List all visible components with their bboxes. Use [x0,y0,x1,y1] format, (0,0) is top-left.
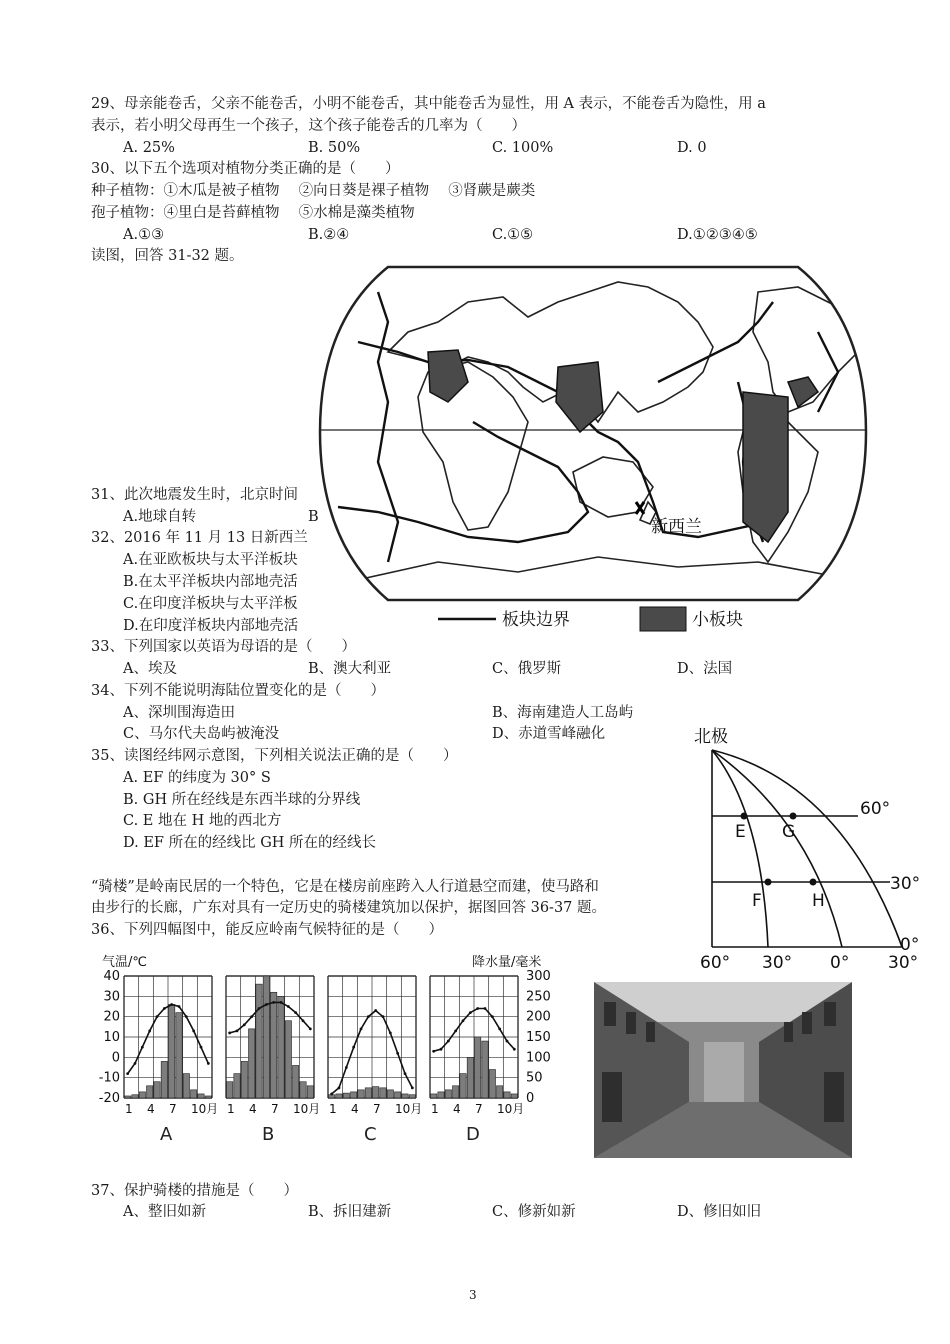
q35-stem: 35、读图经纬网示意图，下列相关说法正确的是（ ） [91,748,458,764]
panel-letter: B [262,1124,275,1145]
panel-letter: D [466,1124,480,1145]
temperature-point [374,1009,377,1012]
precip-bar [234,1074,240,1098]
precip-bar [467,1057,473,1098]
q37-option-b: B、拆旧建新 [308,1204,392,1220]
new-zealand-label: 新西兰 [651,517,702,537]
right-tick-label: 200 [526,1009,551,1025]
q32-option-c: C.在印度洋板块与太平洋板 [123,596,298,612]
q37-option-a: A、整旧如新 [123,1204,206,1220]
temperature-point [265,1003,268,1006]
precip-bar [395,1092,401,1098]
temperature-point [506,1040,509,1043]
legend-small-plate-swatch [640,607,686,631]
x-tick-label: 1 [431,1102,439,1116]
temperature-point [134,1062,137,1065]
right-tick-label: 250 [526,989,551,1005]
x-tick-label: 4 [249,1102,257,1116]
temperature-point [178,1005,181,1008]
q30-seed-plants: 种子植物：①木瓜是被子植物 ②向日葵是裸子植物 ③肾蕨是蕨类 [91,183,536,199]
left-tick-label: 10 [103,1030,120,1045]
temperature-point [272,1001,275,1004]
precip-bar [176,1013,182,1098]
precip-bar [475,1037,481,1098]
page-number: 3 [469,1288,477,1302]
lat-60-label: 60° [860,799,891,819]
q32-option-a: A.在亚欧板块与太平洋板块 [123,552,298,568]
temperature-point [352,1046,355,1049]
q34-option-c: C、马尔代夫岛屿被淹没 [123,726,280,742]
panel-letter: A [160,1124,173,1145]
temperature-point [207,1062,210,1065]
point-g-dot [790,813,797,820]
q30-option-d: D.①②③④⑤ [677,227,758,243]
read-instruction-31-32: 读图，回答 31-32 题。 [91,248,244,264]
point-f-label: F [752,891,762,911]
q29-line1: 29、母亲能卷舌，父亲不能卷舌，小明不能卷舌，其中能卷舌为显性，用 A 表示，不能卷舌为隐性，用 a [91,96,766,112]
q33-option-a: A、埃及 [123,661,177,677]
temperature-point [404,1072,407,1075]
temperature-point [287,1005,290,1008]
precip-bar [293,1065,299,1098]
q35-option-a: A. EF 的纬度为 30° S [123,770,271,786]
precip-bar [285,1021,291,1098]
q33-option-b: B、澳大利亚 [308,661,392,677]
right-tick-label: 50 [526,1070,543,1086]
point-h-label: H [812,891,825,911]
temperature-point [185,1015,188,1018]
precip-bar [183,1074,189,1098]
x-tick-label: 10月 [395,1102,423,1116]
precip-bar [453,1086,459,1098]
lon-label-0: 0° [830,953,850,973]
precip-bar [198,1094,204,1098]
precip-bar [241,1061,247,1098]
q30-spore-plants: 孢子植物：④里白是苔藓植物 ⑤水棉是藻类植物 [91,205,415,221]
temperature-point [338,1086,341,1089]
x-tick-label: 10月 [497,1102,525,1116]
temperature-point [491,1015,494,1018]
precip-bar [139,1092,145,1098]
q33-option-d: D、法国 [677,661,733,677]
precip-bar [263,976,269,1098]
q33-stem: 33、下列国家以英语为母语的是（ ） [91,639,356,655]
panel-letter: C [364,1124,377,1145]
lon-label-30-west: 30° [762,953,793,973]
temperature-point [236,1030,239,1033]
q34-stem: 34、下列不能说明海陆位置变化的是（ ） [91,683,385,699]
right-tick-label: 100 [526,1050,551,1066]
precip-bar [227,1082,233,1098]
temperature-point [389,1032,392,1035]
q30-stem: 30、以下五个选项对植物分类正确的是（ ） [91,161,400,177]
climate-panel-b [226,976,320,1145]
lon-label-30-east: 30° [888,953,919,973]
temperature-point [170,1003,173,1006]
legend-boundary-label: 板块边界 [502,610,570,630]
left-tick-label: 0 [111,1050,120,1066]
temperature-point [396,1052,399,1055]
temperature-point [484,1007,487,1010]
x-tick-label: 4 [351,1102,359,1116]
temperature-point [243,1023,246,1026]
precip-bar [438,1092,444,1098]
precip-bar [402,1094,408,1098]
left-tick-label: -20 [98,1091,120,1106]
precip-bar [497,1086,503,1098]
climate-panel-c [328,976,422,1145]
x-tick-label: 4 [453,1102,461,1116]
precip-bar [271,992,277,1098]
x-tick-label: 4 [147,1102,155,1116]
temperature-point [454,1030,457,1033]
temperature-point [330,1093,333,1096]
temperature-point [440,1048,443,1051]
q34-option-a: A、深圳围海造田 [123,705,235,721]
precip-bar [256,984,262,1098]
plate-boundary-map [318,262,868,642]
x-tick-label: 7 [475,1102,483,1116]
left-tick-label: -10 [98,1070,120,1086]
q31-stem: 31、此次地震发生时，北京时间 [91,487,298,503]
q33-option-c: C、俄罗斯 [492,661,562,677]
left-tick-label: 40 [103,969,120,984]
precip-bar [409,1095,415,1098]
temperature-point [309,1027,312,1030]
precip-bar [445,1090,451,1098]
precip-bar [307,1086,313,1098]
precip-bar [191,1090,197,1098]
lon-label-60: 60° [700,953,731,973]
point-e-dot [741,813,748,820]
precip-bar [460,1074,466,1098]
precip-bar [125,1096,131,1098]
q34-option-b: B、海南建造人工岛屿 [492,705,634,721]
precip-bar [365,1088,371,1098]
climate-panel-a [124,976,218,1145]
precip-bar [358,1090,364,1098]
precip-bar [482,1041,488,1098]
temperature-point [462,1019,465,1022]
precip-bar [343,1093,349,1098]
q29-option-b: B. 50% [308,140,361,156]
precip-bar [300,1082,306,1098]
q29-option-d: D. 0 [677,140,707,156]
temperature-point [163,1007,166,1010]
precip-bar [431,1094,437,1098]
temperature-point [280,1001,283,1004]
q31-option-a: A.地球自转 [123,509,197,525]
temperature-point [250,1015,253,1018]
temperature-point [382,1015,385,1018]
q31-option-b-fragment: B [308,509,319,525]
precip-bar [511,1094,517,1098]
q29-line2: 表示，若小明父母再生一个孩子，这个孩子能卷舌的几率为（ ） [91,118,526,134]
qilou-street-photo [594,982,852,1158]
q35-option-b: B. GH 所在经线是东西半球的分界线 [123,792,361,808]
temperature-point [148,1030,151,1033]
x-tick-label: 1 [329,1102,337,1116]
climate-panel-d [430,976,524,1145]
temperature-point [432,1050,435,1053]
x-tick-label: 7 [169,1102,177,1116]
precip-bar [147,1086,153,1098]
lat-30-label: 30° [890,874,921,894]
precip-bar [373,1087,379,1098]
temperature-point [126,1072,129,1075]
temperature-point [411,1086,414,1089]
temperature-point [200,1046,203,1049]
temperature-point [345,1066,348,1069]
precip-bar [154,1082,160,1098]
precip-bar [489,1070,495,1098]
precip-bar [504,1092,510,1098]
north-pole-label: 北极 [694,727,728,747]
temperature-point [498,1027,501,1030]
temperature-point [360,1027,363,1030]
point-h-dot [810,879,817,886]
q32-stem: 32、2016 年 11 月 13 日新西兰 [91,530,308,546]
x-tick-label: 1 [125,1102,133,1116]
precip-bar [169,1004,175,1098]
q36-stem: 36、下列四幅图中，能反应岭南气候特征的是（ ） [91,922,443,938]
right-tick-label: 150 [526,1030,551,1045]
temperature-point [294,1011,297,1014]
q30-option-c: C.①⑤ [492,227,534,243]
point-g-label: G [782,822,796,842]
left-tick-label: 20 [103,1009,120,1025]
point-f-dot [765,879,772,886]
temperature-point [367,1015,370,1018]
temperature-point [302,1019,305,1022]
q32-option-b: B.在太平洋板块内部地壳活 [123,574,298,590]
precip-bar [387,1090,393,1098]
precip-bar [380,1088,386,1098]
grid-outer-arc [712,750,902,947]
temperature-point [156,1015,159,1018]
latlon-grid-figure [692,722,922,978]
x-tick-label: 1 [227,1102,235,1116]
qilou-line1: “骑楼”是岭南民居的一个特色，它是在楼房前座跨入人行道悬空而建，使马路和 [91,879,599,895]
point-e-label: E [735,822,746,842]
left-tick-label: 30 [103,989,120,1005]
q32-option-d: D.在印度洋板块内部地壳活 [123,618,299,634]
temperature-point [513,1048,516,1051]
q37-stem: 37、保护骑楼的措施是（ ） [91,1183,298,1199]
q34-option-d: D、赤道雪峰融化 [492,726,606,742]
precip-bar [249,1029,255,1098]
x-tick-label: 7 [271,1102,279,1116]
q30-option-b: B.②④ [308,227,350,243]
x-tick-label: 7 [373,1102,381,1116]
temperature-point [141,1046,144,1049]
x-tick-label: 10月 [191,1102,219,1116]
precip-bar [205,1096,211,1098]
temperature-point [447,1040,450,1043]
right-tick-label: 300 [526,969,551,984]
right-tick-label: 0 [526,1091,535,1106]
q35-option-d: D. EF 所在的经线比 GH 所在的经线长 [123,835,377,851]
temperature-point [469,1011,472,1014]
climate-charts [96,952,564,1152]
temperature-point [192,1030,195,1033]
precip-bar [278,996,284,1098]
temperature-point [476,1007,479,1010]
qilou-line2: 由步行的长廊，广东对具有一定历史的骑楼建筑加以保护，据图回答 36-37 题。 [91,900,607,916]
q29-option-a: A. 25% [123,140,175,156]
legend-small-plate-label: 小板块 [692,610,743,630]
lat-0-label: 0° [900,935,920,955]
temperature-point [258,1007,261,1010]
q35-option-c: C. E 地在 H 地的西北方 [123,813,282,829]
temperature-point [228,1032,231,1035]
q30-option-a: A.①③ [123,227,165,243]
q37-option-c: C、修新如新 [492,1204,576,1220]
precip-bar [132,1095,138,1098]
precip-bar [336,1094,342,1098]
x-tick-label: 10月 [293,1102,321,1116]
precip-bar [161,1061,167,1098]
precip-bar [351,1092,357,1098]
q37-option-d: D、修旧如旧 [677,1204,762,1220]
climate-ylabel-right: 降水量/毫米 [472,955,542,970]
climate-ylabel-left: 气温/℃ [102,955,147,970]
q29-option-c: C. 100% [492,140,554,156]
